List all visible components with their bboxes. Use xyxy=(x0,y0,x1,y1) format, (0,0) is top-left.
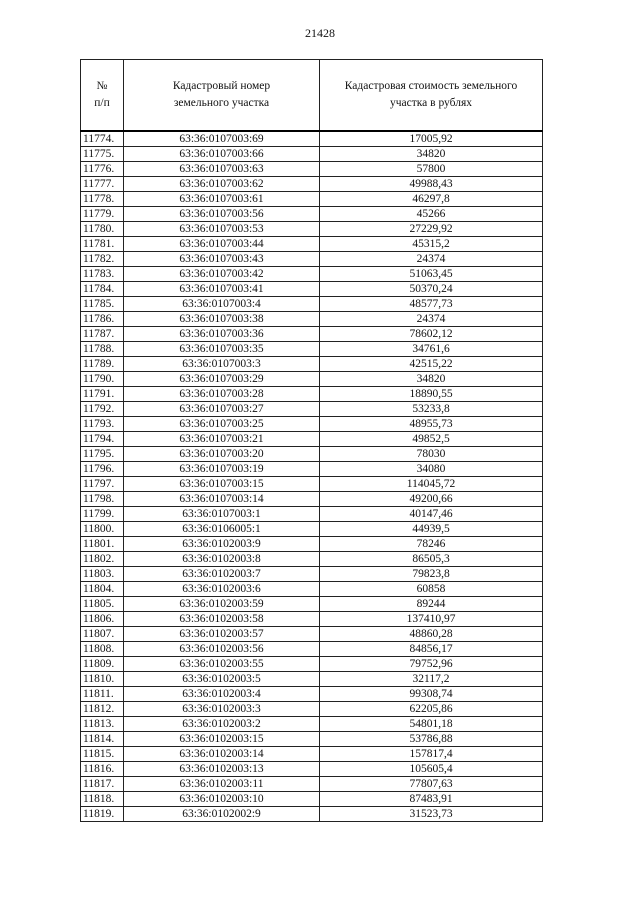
row-number-cell: 11787. xyxy=(81,327,124,342)
cadastral-value-cell: 17005,92 xyxy=(320,131,543,147)
cadastral-number-cell: 63:36:0107003:53 xyxy=(124,222,320,237)
table-row xyxy=(81,492,543,507)
row-number-cell: 11803. xyxy=(81,567,124,582)
row-number-cell: 11776. xyxy=(81,162,124,177)
cadastral-value-cell: 62205,86 xyxy=(320,702,543,717)
cadastral-number-cell: 63:36:0102003:4 xyxy=(124,687,320,702)
table-row xyxy=(81,237,543,252)
cadastral-number-cell: 63:36:0107003:35 xyxy=(124,342,320,357)
table-row xyxy=(81,552,543,567)
row-number-cell: 11781. xyxy=(81,237,124,252)
cadastral-number-cell: 63:36:0102003:8 xyxy=(124,552,320,567)
table-row xyxy=(81,612,543,627)
cadastral-number-cell: 63:36:0102003:5 xyxy=(124,672,320,687)
cadastral-number-cell: 63:36:0102003:55 xyxy=(124,657,320,672)
cadastral-value-cell: 54801,18 xyxy=(320,717,543,732)
cadastral-number-cell: 63:36:0102003:9 xyxy=(124,537,320,552)
cadastral-value-cell: 137410,97 xyxy=(320,612,543,627)
header-cadastral-number-line2: земельного участка xyxy=(173,97,270,109)
table-row xyxy=(81,687,543,702)
cadastral-number-cell: 63:36:0107003:28 xyxy=(124,387,320,402)
cadastral-number-cell: 63:36:0102003:14 xyxy=(124,747,320,762)
cadastral-value-cell: 78030 xyxy=(320,447,543,462)
cadastral-number-cell: 63:36:0102003:3 xyxy=(124,702,320,717)
row-number-cell: 11801. xyxy=(81,537,124,552)
table-row xyxy=(81,732,543,747)
cadastral-value-cell: 31523,73 xyxy=(320,807,543,822)
cadastral-number-cell: 63:36:0102003:13 xyxy=(124,762,320,777)
header-cadastral-value-line2: участка в рублях xyxy=(389,97,472,109)
cadastral-number-cell: 63:36:0107003:62 xyxy=(124,177,320,192)
header-cadastral-number xyxy=(124,60,320,132)
row-number-cell: 11795. xyxy=(81,447,124,462)
cadastral-value-cell: 24374 xyxy=(320,252,543,267)
table-row xyxy=(81,282,543,297)
cadastral-number-cell: 63:36:0107003:3 xyxy=(124,357,320,372)
header-cadastral-value xyxy=(320,60,543,132)
row-number-cell: 11788. xyxy=(81,342,124,357)
row-number-cell: 11794. xyxy=(81,432,124,447)
row-number-cell: 11817. xyxy=(81,777,124,792)
cadastral-value-cell: 27229,92 xyxy=(320,222,543,237)
table-row xyxy=(81,477,543,492)
table-row xyxy=(81,267,543,282)
row-number-cell: 11807. xyxy=(81,627,124,642)
table-row xyxy=(81,567,543,582)
cadastral-number-cell: 63:36:0107003:15 xyxy=(124,477,320,492)
cadastral-number-cell: 63:36:0107003:66 xyxy=(124,147,320,162)
cadastral-number-cell: 63:36:0102003:58 xyxy=(124,612,320,627)
table-row xyxy=(81,252,543,267)
cadastral-value-cell: 99308,74 xyxy=(320,687,543,702)
header-row-number-line2: п/п xyxy=(94,97,110,109)
row-number-cell: 11804. xyxy=(81,582,124,597)
cadastral-number-cell: 63:36:0107003:56 xyxy=(124,207,320,222)
table-row xyxy=(81,582,543,597)
cadastral-value-cell: 105605,4 xyxy=(320,762,543,777)
table-row xyxy=(81,192,543,207)
cadastral-value-cell: 79823,8 xyxy=(320,567,543,582)
table-row xyxy=(81,462,543,477)
row-number-cell: 11774. xyxy=(81,131,124,147)
table-row xyxy=(81,162,543,177)
table-row xyxy=(81,312,543,327)
row-number-cell: 11791. xyxy=(81,387,124,402)
cadastral-number-cell: 63:36:0102003:7 xyxy=(124,567,320,582)
table-row xyxy=(81,717,543,732)
cadastral-number-cell: 63:36:0107003:14 xyxy=(124,492,320,507)
table-row xyxy=(81,537,543,552)
cadastral-number-cell: 63:36:0107003:36 xyxy=(124,327,320,342)
cadastral-number-cell: 63:36:0107003:69 xyxy=(124,131,320,147)
table-body xyxy=(81,131,543,822)
row-number-cell: 11806. xyxy=(81,612,124,627)
cadastral-value-cell: 45266 xyxy=(320,207,543,222)
table-row xyxy=(81,747,543,762)
cadastral-number-cell: 63:36:0107003:1 xyxy=(124,507,320,522)
cadastral-number-cell: 63:36:0107003:29 xyxy=(124,372,320,387)
cadastral-value-cell: 46297,8 xyxy=(320,192,543,207)
table-row xyxy=(81,222,543,237)
row-number-cell: 11805. xyxy=(81,597,124,612)
cadastral-value-cell: 18890,55 xyxy=(320,387,543,402)
row-number-cell: 11778. xyxy=(81,192,124,207)
table-row xyxy=(81,792,543,807)
table-row xyxy=(81,597,543,612)
cadastral-value-cell: 53786,88 xyxy=(320,732,543,747)
cadastral-value-cell: 49988,43 xyxy=(320,177,543,192)
header-row-number xyxy=(81,60,124,132)
row-number-cell: 11790. xyxy=(81,372,124,387)
cadastral-number-cell: 63:36:0102003:2 xyxy=(124,717,320,732)
row-number-cell: 11811. xyxy=(81,687,124,702)
row-number-cell: 11810. xyxy=(81,672,124,687)
cadastral-value-cell: 51063,45 xyxy=(320,267,543,282)
row-number-cell: 11780. xyxy=(81,222,124,237)
cadastral-number-cell: 63:36:0106005:1 xyxy=(124,522,320,537)
cadastral-value-cell: 57800 xyxy=(320,162,543,177)
row-number-cell: 11800. xyxy=(81,522,124,537)
cadastral-value-cell: 157817,4 xyxy=(320,747,543,762)
cadastral-value-cell: 45315,2 xyxy=(320,237,543,252)
cadastral-number-cell: 63:36:0107003:44 xyxy=(124,237,320,252)
cadastral-number-cell: 63:36:0107003:21 xyxy=(124,432,320,447)
table-row xyxy=(81,777,543,792)
table-row xyxy=(81,207,543,222)
table-row xyxy=(81,417,543,432)
table-row xyxy=(81,342,543,357)
row-number-cell: 11816. xyxy=(81,762,124,777)
cadastral-value-cell: 87483,91 xyxy=(320,792,543,807)
page-number: 21428 xyxy=(305,26,335,40)
row-number-cell: 11786. xyxy=(81,312,124,327)
cadastral-value-cell: 48577,73 xyxy=(320,297,543,312)
row-number-cell: 11809. xyxy=(81,657,124,672)
land-cadastral-table xyxy=(80,59,543,822)
cadastral-value-cell: 34820 xyxy=(320,372,543,387)
table-row xyxy=(81,372,543,387)
cadastral-number-cell: 63:36:0102002:9 xyxy=(124,807,320,822)
cadastral-value-cell: 24374 xyxy=(320,312,543,327)
cadastral-value-cell: 34080 xyxy=(320,462,543,477)
table-row xyxy=(81,131,543,147)
cadastral-value-cell: 79752,96 xyxy=(320,657,543,672)
table-row xyxy=(81,507,543,522)
row-number-cell: 11808. xyxy=(81,642,124,657)
table-row xyxy=(81,642,543,657)
row-number-cell: 11779. xyxy=(81,207,124,222)
table-row xyxy=(81,657,543,672)
table-row xyxy=(81,627,543,642)
table-row xyxy=(81,357,543,372)
cadastral-number-cell: 63:36:0102003:11 xyxy=(124,777,320,792)
row-number-cell: 11799. xyxy=(81,507,124,522)
header-cadastral-value-line1: Кадастровая стоимость земельного xyxy=(344,80,518,92)
cadastral-number-cell: 63:36:0107003:63 xyxy=(124,162,320,177)
row-number-cell: 11793. xyxy=(81,417,124,432)
row-number-cell: 11814. xyxy=(81,732,124,747)
table-row xyxy=(81,432,543,447)
row-number-cell: 11819. xyxy=(81,807,124,822)
cadastral-number-cell: 63:36:0107003:4 xyxy=(124,297,320,312)
cadastral-number-cell: 63:36:0107003:19 xyxy=(124,462,320,477)
table-row xyxy=(81,522,543,537)
row-number-cell: 11782. xyxy=(81,252,124,267)
row-number-cell: 11815. xyxy=(81,747,124,762)
cadastral-number-cell: 63:36:0107003:43 xyxy=(124,252,320,267)
row-number-cell: 11798. xyxy=(81,492,124,507)
cadastral-value-cell: 50370,24 xyxy=(320,282,543,297)
table-row xyxy=(81,402,543,417)
row-number-cell: 11818. xyxy=(81,792,124,807)
table-row xyxy=(81,387,543,402)
cadastral-value-cell: 48860,28 xyxy=(320,627,543,642)
table-row xyxy=(81,147,543,162)
cadastral-value-cell: 40147,46 xyxy=(320,507,543,522)
table-row xyxy=(81,762,543,777)
row-number-cell: 11802. xyxy=(81,552,124,567)
cadastral-value-cell: 34820 xyxy=(320,147,543,162)
cadastral-number-cell: 63:36:0107003:42 xyxy=(124,267,320,282)
cadastral-value-cell: 44939,5 xyxy=(320,522,543,537)
cadastral-value-cell: 32117,2 xyxy=(320,672,543,687)
cadastral-number-cell: 63:36:0107003:38 xyxy=(124,312,320,327)
table-row xyxy=(81,702,543,717)
cadastral-number-cell: 63:36:0102003:6 xyxy=(124,582,320,597)
cadastral-value-cell: 77807,63 xyxy=(320,777,543,792)
row-number-cell: 11797. xyxy=(81,477,124,492)
cadastral-value-cell: 89244 xyxy=(320,597,543,612)
table-header-row xyxy=(81,60,543,132)
cadastral-value-cell: 49200,66 xyxy=(320,492,543,507)
cadastral-number-cell: 63:36:0107003:41 xyxy=(124,282,320,297)
table-row xyxy=(81,327,543,342)
cadastral-value-cell: 48955,73 xyxy=(320,417,543,432)
header-cadastral-number-line1: Кадастровый номер xyxy=(172,80,271,92)
cadastral-value-cell: 49852,5 xyxy=(320,432,543,447)
row-number-cell: 11775. xyxy=(81,147,124,162)
row-number-cell: 11785. xyxy=(81,297,124,312)
cadastral-number-cell: 63:36:0107003:61 xyxy=(124,192,320,207)
cadastral-value-cell: 60858 xyxy=(320,582,543,597)
cadastral-number-cell: 63:36:0107003:27 xyxy=(124,402,320,417)
row-number-cell: 11789. xyxy=(81,357,124,372)
row-number-cell: 11783. xyxy=(81,267,124,282)
cadastral-value-cell: 114045,72 xyxy=(320,477,543,492)
row-number-cell: 11777. xyxy=(81,177,124,192)
header-row-number-line1: № xyxy=(96,80,108,92)
row-number-cell: 11796. xyxy=(81,462,124,477)
row-number-cell: 11792. xyxy=(81,402,124,417)
cadastral-number-cell: 63:36:0102003:57 xyxy=(124,627,320,642)
row-number-cell: 11784. xyxy=(81,282,124,297)
cadastral-value-cell: 34761,6 xyxy=(320,342,543,357)
cadastral-number-cell: 63:36:0102003:56 xyxy=(124,642,320,657)
cadastral-value-cell: 86505,3 xyxy=(320,552,543,567)
cadastral-number-cell: 63:36:0102003:15 xyxy=(124,732,320,747)
cadastral-number-cell: 63:36:0102003:59 xyxy=(124,597,320,612)
cadastral-value-cell: 53233,8 xyxy=(320,402,543,417)
table-row xyxy=(81,297,543,312)
cadastral-value-cell: 78246 xyxy=(320,537,543,552)
table-row xyxy=(81,177,543,192)
row-number-cell: 11813. xyxy=(81,717,124,732)
table-row xyxy=(81,672,543,687)
table-row xyxy=(81,447,543,462)
cadastral-value-cell: 42515,22 xyxy=(320,357,543,372)
table-row xyxy=(81,807,543,822)
cadastral-number-cell: 63:36:0102003:10 xyxy=(124,792,320,807)
cadastral-number-cell: 63:36:0107003:20 xyxy=(124,447,320,462)
row-number-cell: 11812. xyxy=(81,702,124,717)
cadastral-value-cell: 84856,17 xyxy=(320,642,543,657)
cadastral-value-cell: 78602,12 xyxy=(320,327,543,342)
cadastral-number-cell: 63:36:0107003:25 xyxy=(124,417,320,432)
